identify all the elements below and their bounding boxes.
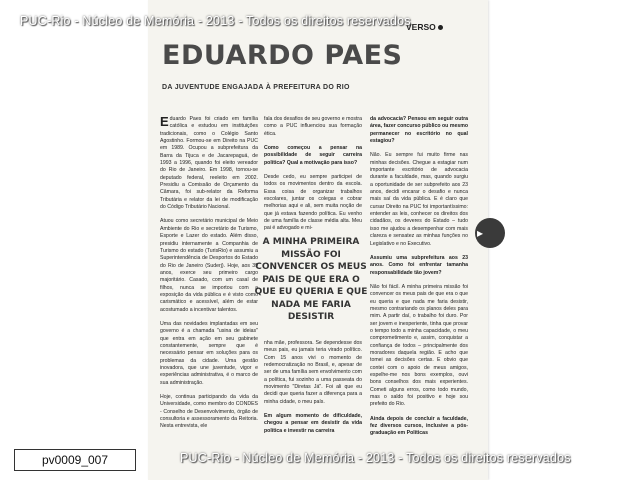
watermark-top: PUC-Rio - Núcleo de Memória - 2013 - Todos os direitos reservados <box>20 14 411 28</box>
interview-question: Em algum momento de dificuldade, chegou a pensar em desistir da vida política e investir na carreira <box>264 413 362 434</box>
paragraph: Não. Eu sempre fui muito firme nas minhas decisões. Chegue a estagiar num importante escritório de advocacia durante a faculdade, mas, quando surgiu a oportunidade de ser subprefeito aos 23 anos, decidi encarar o desafio e nunca mais saí da vida pública. E é claro que cursar Direito na PUC foi importantíssimo: entender as leis, conhecer os direitos dos cidadãos, os deveres do Estado – tudo isso me ajudou a desempenhar com mais clareza e sensatez as minhas funções no Legislativo e no Executivo. <box>370 152 468 247</box>
paragraph: nha mãe, professora. Se dependesse dos meus pais, eu jamais teria virado político. Com 15 anos vivi o momento de redemocratização no Brasil, e, apesar de ser de uma família sem envolvimento com a política, fui sozinho a uma passeata do movimento "Diretas Já". Foi ali que eu decidi que queria fazer a diferença para a minha cidade, o meu país. <box>264 340 362 405</box>
paragraph: Eduardo Paes foi criado em família católica e estudou em instituições tradicionais, como o Colégio Santo Agostinho. Formou-se em Direito na PUC em 1989. Ocupou a subprefeitura da Barra da Tijuca e de Jacarepaguá, de 1993 a 1996, quando foi eleito vereador do Rio de Janeiro. Em 1998, tornou-se deputado federal, reeleito em 2002. Presidiu a Comissão de Orçamento da Câmara, foi sub-relator da Reforma Tributária e relator da lei de modificação do Código Tributário Nacional. <box>160 114 258 211</box>
column-2 <box>264 116 362 240</box>
interview-question: Ainda depois de concluir a faculdade, fez diversos cursos, inclusive a pós-graduação em Políticas <box>370 415 468 437</box>
paragraph: Atuou como secretário municipal de Meio Ambiente do Rio e secretário de Turismo, Esporte e Lazer do estado. Além disso, presidiu internamente a Companhia de Turismo do estado (TurisRio) e assumiu a Superintendência de Desportos do Estado do Rio de Janeiro (Suderj). Hoje, aos 39 anos, exerce seu primeiro cargo majoritário. Casado, com um casal de filhos, nunca se importou com a exposição da vida pública e é visto como carismático e acessível, além de estar acostumado a incentivar talentos. <box>160 218 258 313</box>
paragraph: Não foi fácil. A minha primeira missão foi convencer os meus pais de que era o que eu queria e que nada me faria desistir, mesmo contrariando os planos deles para mim. A partir daí, o trabalho foi duro. Por ser jovem e inexperiente, tinha que provar o tempo todo a minha capacidade, o meu comprometimento e, assim, conquistar a confiança de todos – principalmente dos moradores daquela região. E acho que tomei as decisões certas. E obvio que contei com o apoio de meus amigos, espelhe-me nos bons exemplos, ouvi bons conselhos dos mais experientes. Cometi alguns erros, como todo mundo, mas o saldo foi positivo e hoje sou prefeito do Rio. <box>370 283 468 408</box>
interview-question: Como começou a pensar na possibilidade de seguir carreira política? Qual a motivação para isso? <box>264 145 362 166</box>
paragraph: Desde cedo, eu sempre participei de todos os movimentos dentro da escola. Essa coisa de organizar trabalhos escolares, juntar os colegas e cobrar melhorias aqui e ali, sem muita noção de que já estava fazendo política. Eu venho de uma família de classe média alta. Meu pai é advogado e mi- <box>264 174 362 232</box>
arrow-right-icon: ▸ <box>477 226 484 240</box>
interview-question: Assumiu uma subprefeitura aos 23 anos. Como foi enfrentar tamanha responsabilidade tão jovem? <box>370 254 468 276</box>
paragraph: fala dos desafios de seu governo e mostra como a PUC influenciou sua formação ética. <box>264 116 362 137</box>
column-1 <box>160 116 258 438</box>
paragraph: Hoje, continua participando da vida da Universidade, como membro do CONDES - Conselho de Desenvolvimento, órgão de consultoria e assessoramento da Reitoria. Nesta entrevista, ele <box>160 394 258 430</box>
magazine-page <box>148 0 488 480</box>
column-3 <box>370 116 468 445</box>
drop-cap: E <box>160 114 169 129</box>
article-subtitle: DA JUVENTUDE ENGAJADA À PREFEITURA DO RIO <box>162 84 350 91</box>
article-title: EDUARDO PAES <box>162 40 403 71</box>
section-label: VERSO <box>406 22 443 32</box>
pull-quote: A MINHA PRIMEIRA MISSÃO FOI CONVENCER OS MEUS PAIS DE QUE ERA O QUE EU QUERIA E QUE NADA ME FARIA DESISTIR <box>254 237 368 322</box>
column-2-lower <box>264 340 362 442</box>
watermark-bottom: PUC-Rio - Núcleo de Memória - 2013 - Todos os direitos reservados <box>180 451 571 465</box>
image-id-label: pv0009_007 <box>14 449 136 471</box>
interview-question: da advocacia? Pensou em seguir outra área, fazer concurso público ou mesmo permanecer no escritório no qual estagiou? <box>370 116 468 145</box>
paragraph: Uma das novidades implantadas em seu governo é a chamada "usina de ideias" que entra em ação em seu gabinete constantemente, sempre que é necessário pensar em soluções para os problemas da cidade. Uma gestão inovadora, que une juventude, vigor e experiências administrativa, é o marco de sua administração. <box>160 320 258 386</box>
section-dot-icon <box>438 25 443 30</box>
